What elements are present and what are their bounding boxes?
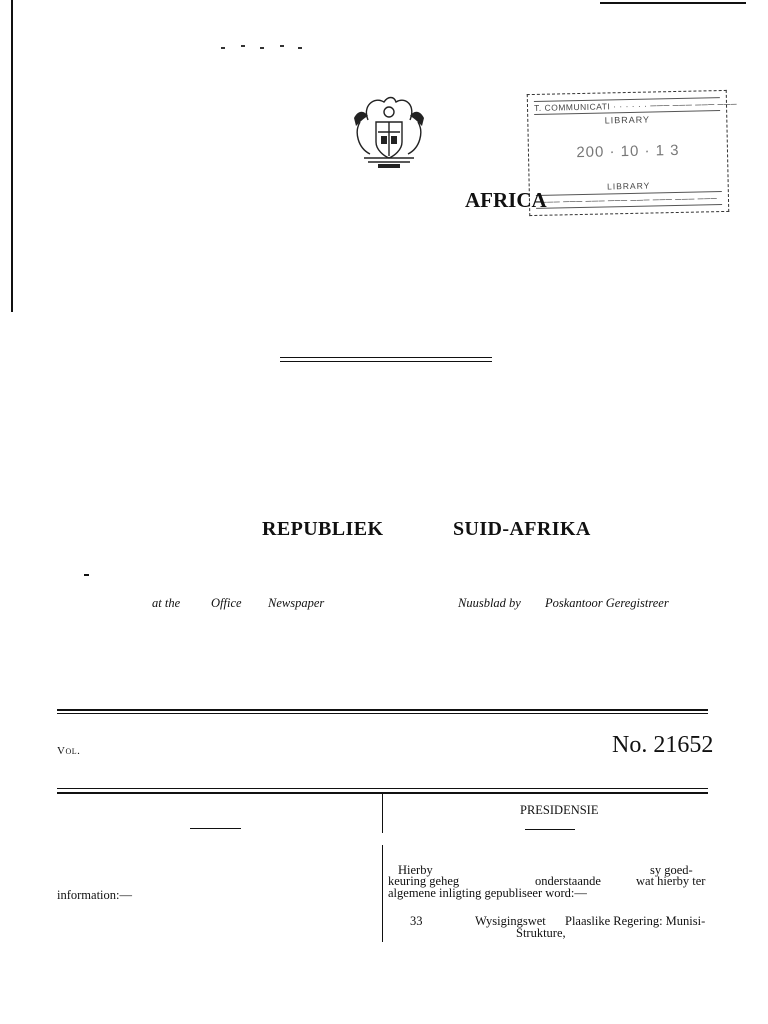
band-rule-3 xyxy=(57,788,708,789)
right-line4-b: Plaaslike Regering: Munisi- xyxy=(565,914,706,928)
stamp-bottom-band: ─── ─── ─── ─── ─── ─── ─── ─── xyxy=(536,191,722,209)
right-heading-rule xyxy=(525,829,575,830)
registration-newspaper: Newspaper xyxy=(268,596,325,610)
right-line2-c: wat hierby ter xyxy=(636,874,706,888)
volume-label: Vol. xyxy=(57,745,81,757)
coat-of-arms-emblem xyxy=(348,92,430,170)
right-line4-num: 33 xyxy=(410,914,423,928)
stamp-label-top: LIBRARY xyxy=(604,114,651,126)
right-line2-b: onderstaande xyxy=(535,874,601,888)
band-rule-2 xyxy=(57,713,708,714)
stamp-date: 200 · 10 · 1 3 xyxy=(576,141,680,162)
masthead-rule-top xyxy=(280,357,492,358)
top-right-rule xyxy=(600,2,746,4)
registration-at-the: at the xyxy=(152,596,181,610)
masthead-rule-bottom xyxy=(280,361,492,362)
registration-nuusblad: Nuusblad by xyxy=(458,596,521,610)
column-divider-lower xyxy=(382,845,383,942)
stamp-label-bottom: LIBRARY xyxy=(606,180,651,192)
column-divider-upper xyxy=(382,793,383,833)
registration-poskantoor: Poskantoor Geregistreer xyxy=(545,596,669,610)
library-stamp xyxy=(527,90,738,216)
right-line2-a: keuring geheg xyxy=(388,874,460,888)
registration-office: Office xyxy=(211,596,242,610)
title-suid-afrika: SUID-AFRIKA xyxy=(453,518,591,540)
band-rule-1 xyxy=(57,709,708,711)
left-margin-rule xyxy=(11,0,13,312)
right-line5: Strukture, xyxy=(516,926,566,940)
left-heading-rule xyxy=(190,828,241,829)
right-line3: algemene inligting gepubliseer word:— xyxy=(388,886,587,900)
left-information-text: information:— xyxy=(57,888,132,902)
masthead-country-fragment: AFRICA xyxy=(465,188,547,212)
right-line1-b: sy goed- xyxy=(650,863,693,877)
stamp-top-band: T. COMMUNICATI · · · · · · ─── ─── ─── ─── xyxy=(533,98,738,113)
right-line1-a: Hierby xyxy=(398,863,433,877)
title-republiek: REPUBLIEK xyxy=(262,518,384,540)
issue-number: No. 21652 xyxy=(612,732,714,758)
presidensie-heading: PRESIDENSIE xyxy=(520,803,599,817)
stray-dash xyxy=(84,574,89,576)
right-line4-a: Wysigingswet xyxy=(475,914,546,928)
